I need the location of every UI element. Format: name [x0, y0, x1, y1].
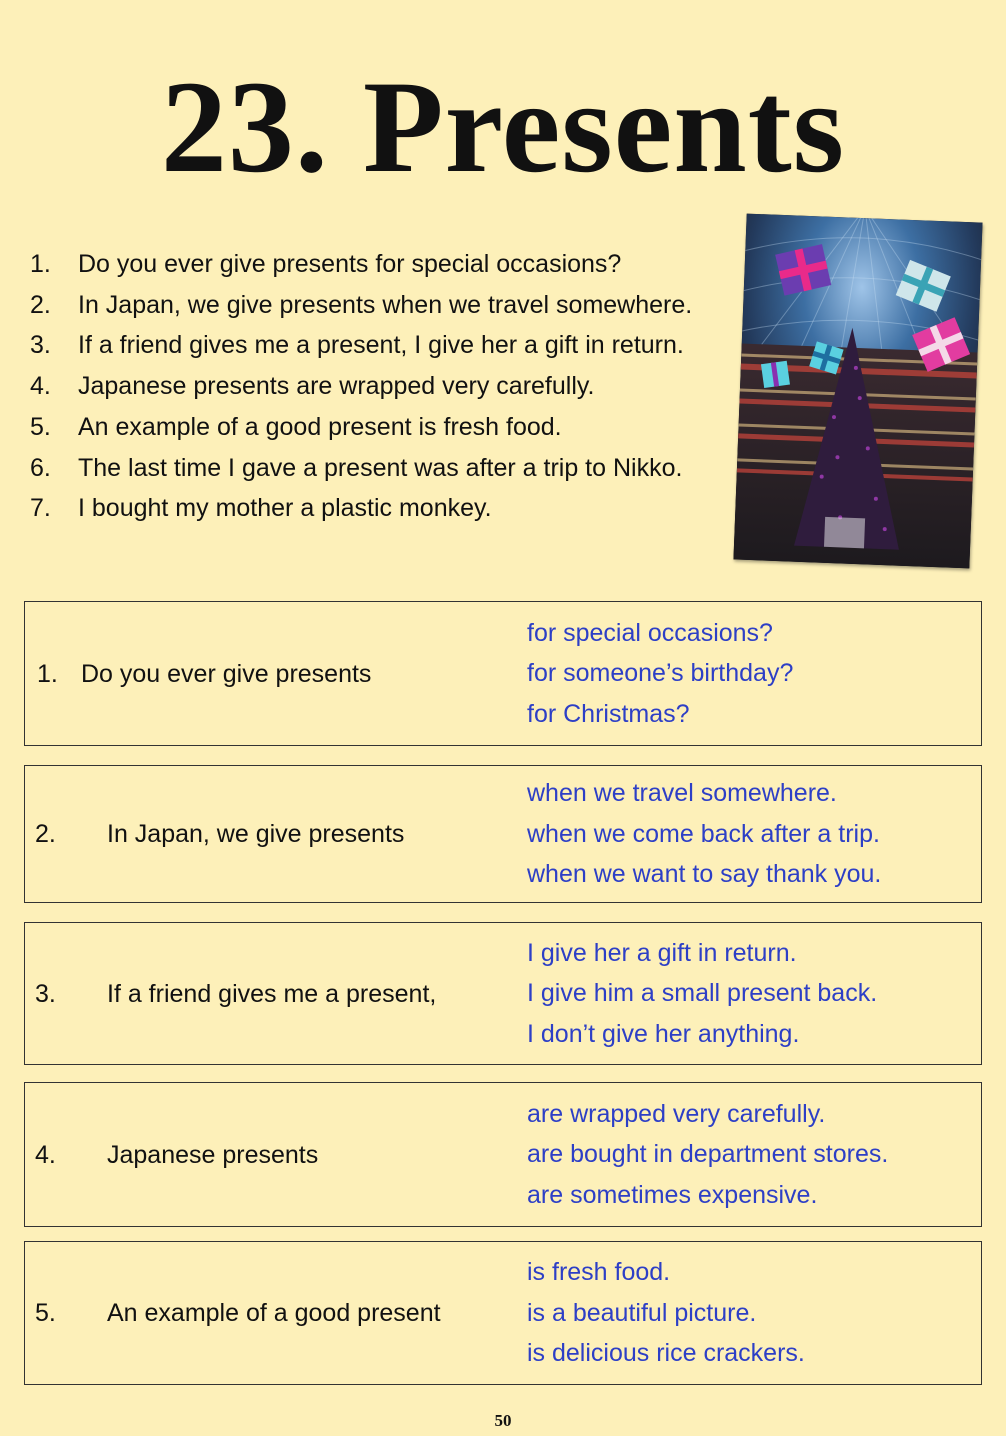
option-text: are bought in department stores.	[527, 1140, 889, 1169]
page-title: 23. Presents	[160, 53, 846, 200]
sentence-builder-box-1	[24, 601, 982, 746]
intro-item	[30, 244, 692, 285]
intro-item-text: Japanese presents are wrapped very carefully.	[78, 372, 595, 401]
sentence-options	[527, 1093, 888, 1215]
option-text: for someone’s birthday?	[527, 659, 794, 688]
sentence-number: 5.	[35, 1299, 56, 1327]
intro-item	[30, 488, 692, 529]
option-text: is fresh food.	[527, 1257, 671, 1286]
sentence-stem-text: In Japan, we give presents	[107, 820, 405, 848]
intro-item-text: An example of a good present is fresh food.	[78, 412, 562, 441]
intro-item-text: If a friend gives me a present, I give her a gift in return.	[78, 331, 684, 360]
intro-item	[30, 285, 692, 326]
page-number: 50	[494, 1411, 512, 1430]
option-text: I give him a small present back.	[527, 979, 878, 1008]
sentence-stem	[35, 1298, 441, 1328]
sentence-stem-text: Do you ever give presents	[81, 659, 372, 688]
sentence-options	[527, 773, 881, 895]
intro-item-number: 6.	[30, 453, 51, 482]
sentence-builder-box-2	[24, 765, 982, 903]
intro-item-text: I bought my mother a plastic monkey.	[78, 494, 492, 523]
option-text: is a beautiful picture.	[527, 1298, 757, 1327]
intro-item	[30, 325, 692, 366]
sentence-stem-text: An example of a good present	[107, 1299, 441, 1327]
sentence-options	[527, 1252, 805, 1374]
sentence-builder-box-3	[24, 922, 982, 1065]
sentence-builder-box-4	[24, 1082, 982, 1227]
option-text: is delicious rice crackers.	[527, 1339, 805, 1368]
intro-item-number: 1.	[30, 250, 51, 278]
photo-illustration	[733, 214, 982, 569]
intro-item-text: Do you ever give presents for special occasions?	[78, 250, 622, 278]
sentence-stem-text: Japanese presents	[107, 1140, 319, 1169]
option-text: for special occasions?	[527, 618, 773, 647]
christmas-tree-photo	[733, 214, 982, 569]
option-text: when we travel somewhere.	[527, 778, 837, 807]
intro-item-number: 5.	[30, 412, 51, 441]
intro-item	[30, 448, 692, 489]
intro-item-number: 7.	[30, 494, 51, 523]
sentence-options	[527, 612, 793, 734]
option-text: are sometimes expensive.	[527, 1180, 818, 1209]
option-text: are wrapped very carefully.	[527, 1099, 826, 1128]
intro-item-number: 4.	[30, 372, 51, 401]
intro-item-text: The last time I gave a present was after a trip to Nikko.	[78, 453, 683, 482]
intro-item	[30, 407, 692, 448]
sentence-stem	[35, 819, 404, 849]
sentence-stem-text: If a friend gives me a present,	[107, 979, 437, 1008]
sentence-number: 1.	[37, 659, 58, 688]
intro-item	[30, 366, 692, 407]
intro-item-number: 3.	[30, 331, 51, 360]
intro-statement-list	[30, 244, 692, 529]
sentence-number: 4.	[35, 1140, 56, 1169]
option-text: when we want to say thank you.	[527, 860, 882, 889]
option-text: for Christmas?	[527, 699, 690, 728]
option-text: I don’t give her anything.	[527, 1019, 800, 1048]
option-text: when we come back after a trip.	[527, 819, 880, 848]
option-text: I give her a gift in return.	[527, 938, 797, 967]
intro-item-number: 2.	[30, 290, 51, 319]
sentence-number: 3.	[35, 979, 56, 1008]
sentence-number: 2.	[35, 820, 56, 848]
intro-item-text: In Japan, we give presents when we travel somewhere.	[78, 290, 693, 319]
sentence-stem	[35, 979, 436, 1009]
sentence-stem	[37, 659, 371, 689]
sentence-options	[527, 932, 877, 1054]
sentence-builder-box-5	[24, 1241, 982, 1385]
sentence-stem	[35, 1140, 318, 1170]
